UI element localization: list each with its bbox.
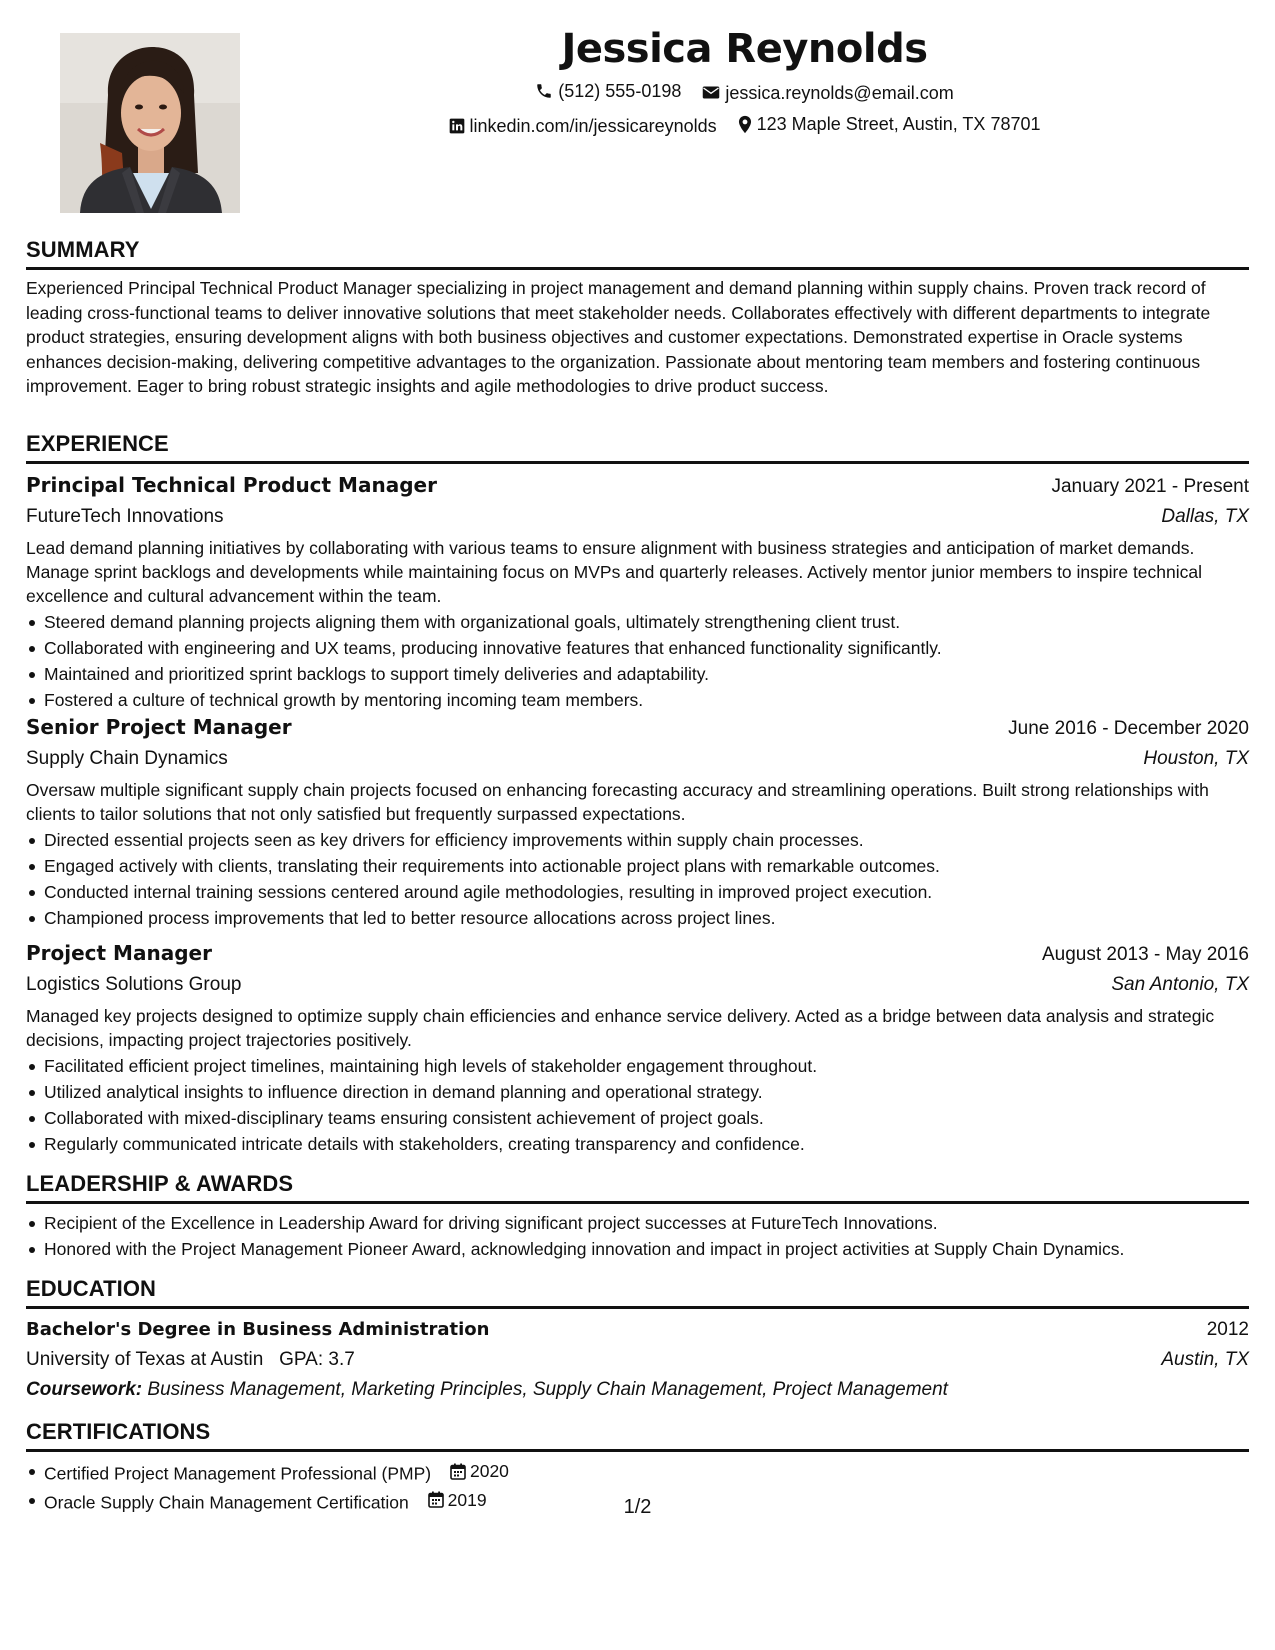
email-text: jessica.reynolds@email.com xyxy=(725,82,954,103)
education-degree: Bachelor's Degree in Business Administration xyxy=(26,1319,490,1340)
header-info xyxy=(240,22,1249,143)
job-sub-row xyxy=(26,970,1249,1000)
linkedin-icon xyxy=(449,118,465,134)
leadership-heading: LEADERSHIP & AWARDS xyxy=(26,1170,1249,1204)
page-number: 1/2 xyxy=(623,1496,652,1518)
list-item: Steered demand planning projects aligning them with organizational goals, ultimately strengthening client trust. xyxy=(26,609,1249,635)
calendar-icon xyxy=(450,1463,466,1480)
job-entry xyxy=(26,470,1249,713)
job-location: San Antonio, TX xyxy=(1111,974,1249,995)
job-company: Logistics Solutions Group xyxy=(26,974,242,995)
summary-text: Experienced Principal Technical Product Manager specializing in project management and demand planning within supply chains. Proven track record of leading cross-functional teams to deliver innovative solutions that meet stakeholder needs. Collaborates effectively with different departments to integrate product strategies, ensuring development aligns with both business objectives and customer expectations. Demonstrated expertise in Oracle systems enhances decision-making, delivering competitive advantages to the organization. Passionate about mentoring team members and fostering continuous improvement. Eager to bring robust strategic insights and agile methodologies to drive product success. xyxy=(26,278,1211,397)
education-section xyxy=(26,1275,1249,1405)
job-description: Lead demand planning initiatives by collaborating with various teams to ensure alignment with business strategies and anticipation of market demands. Manage sprint backlogs and developments while maintaining focus on MVPs and quarterly releases. Actively mentor junior members to inspire technical excellence and cultural advancement within the team. xyxy=(26,538,1203,606)
certifications-heading: CERTIFICATIONS xyxy=(26,1418,1249,1452)
contact-line-1 xyxy=(240,76,1249,109)
education-coursework xyxy=(26,1375,1249,1405)
coursework-label: Coursework: xyxy=(26,1379,143,1400)
profile-photo xyxy=(60,33,240,213)
list-item: Regularly communicated intricate details with stakeholders, creating transparency and confidence. xyxy=(26,1131,1249,1157)
job-location: Houston, TX xyxy=(1143,748,1249,769)
job-title: Senior Project Manager xyxy=(26,715,292,739)
list-item: Fostered a culture of technical growth by mentoring incoming team members. xyxy=(26,687,1249,713)
job-dates: August 2013 - May 2016 xyxy=(1041,944,1249,965)
experience-heading: EXPERIENCE xyxy=(26,430,1249,464)
resume-header xyxy=(26,0,1249,240)
list-item: Collaborated with engineering and UX teams, producing innovative features that enhanced functionality significantly. xyxy=(26,635,1249,661)
leadership-section xyxy=(26,1170,1249,1262)
job-header-row xyxy=(26,712,1249,744)
summary-section xyxy=(26,236,1249,399)
certification-year-text: 2020 xyxy=(469,1461,509,1481)
job-header-row xyxy=(26,938,1249,970)
job-entry xyxy=(26,712,1249,931)
list-item: Recipient of the Excellence in Leadership Award for driving significant project successes at FutureTech Innovations. xyxy=(26,1210,1249,1236)
contact-linkedin xyxy=(449,111,717,141)
summary-heading: SUMMARY xyxy=(26,236,1249,270)
experience-section xyxy=(26,430,1249,713)
job-location: Dallas, TX xyxy=(1161,506,1249,527)
contact-line-2 xyxy=(240,109,1249,143)
job-bullets xyxy=(26,827,1249,931)
certification-year-text: 2019 xyxy=(447,1489,487,1510)
job-dates: June 2016 - December 2020 xyxy=(1008,718,1249,739)
list-item: Conducted internal training sessions centered around agile methodologies, resulting in improved project execution. xyxy=(26,879,1249,905)
list-item: Maintained and prioritized sprint backlogs to support timely deliveries and adaptability. xyxy=(26,661,1249,687)
job-title: Principal Technical Product Manager xyxy=(26,473,437,497)
job-description: Managed key projects designed to optimize supply chain efficiencies and enhance service delivery. Acted as a bridge between data analysis and strategic decisions, impacting project trajectories positively. xyxy=(26,1006,1215,1050)
contact-email xyxy=(702,78,953,108)
list-item xyxy=(26,1458,1249,1487)
linkedin-text: linkedin.com/in/jessicareynolds xyxy=(469,115,717,136)
map-pin-icon xyxy=(738,115,752,134)
job-sub-row xyxy=(26,744,1249,774)
education-heading: EDUCATION xyxy=(26,1275,1249,1309)
address-text: 123 Maple Street, Austin, TX 78701 xyxy=(756,114,1041,134)
education-school: University of Texas at Austin xyxy=(26,1349,264,1370)
education-header-row xyxy=(26,1315,1249,1345)
list-item: Directed essential projects seen as key drivers for efficiency improvements within supply chain processes. xyxy=(26,827,1249,853)
education-gpa: GPA: 3.7 xyxy=(279,1349,355,1370)
certification-name: Certified Project Management Professional (PMP) xyxy=(44,1463,432,1484)
list-item: Honored with the Project Management Pioneer Award, acknowledging innovation and impact in project activities at Supply Chain Dynamics. xyxy=(26,1236,1249,1262)
job-sub-row xyxy=(26,502,1249,532)
candidate-name: Jessica Reynolds xyxy=(561,26,928,72)
job-entry xyxy=(26,938,1249,1157)
job-company: FutureTech Innovations xyxy=(26,506,224,527)
contact-address xyxy=(738,109,1041,139)
job-dates: January 2021 - Present xyxy=(1051,476,1249,497)
list-item: Facilitated efficient project timelines, maintaining high levels of stakeholder engagement throughout. xyxy=(26,1053,1249,1079)
job-bullets xyxy=(26,1053,1249,1157)
education-sub-row xyxy=(26,1345,1249,1375)
job-header-row xyxy=(26,470,1249,502)
education-year: 2012 xyxy=(1206,1319,1249,1340)
job-title: Project Manager xyxy=(26,941,212,965)
envelope-icon xyxy=(702,85,720,100)
job-description: Oversaw multiple significant supply chain projects focused on enhancing forecasting accuracy and streamlining operations. Built strong relationships with clients to tailor solutions that not only satisfied but frequently surpassed expectations. xyxy=(26,780,1209,824)
leadership-bullets xyxy=(26,1210,1249,1262)
list-item: Utilized analytical insights to influence direction in demand planning and operational strategy. xyxy=(26,1079,1249,1105)
list-item: Championed process improvements that led to better resource allocations across project lines. xyxy=(26,905,1249,931)
education-school-line xyxy=(26,1345,355,1375)
list-item: Engaged actively with clients, translating their requirements into actionable project plans with remarkable outcomes. xyxy=(26,853,1249,879)
list-item: Collaborated with mixed-disciplinary teams ensuring consistent achievement of project goals. xyxy=(26,1105,1249,1131)
coursework-text: Business Management, Marketing Principles, Supply Chain Management, Project Management xyxy=(147,1379,948,1400)
certification-name: Oracle Supply Chain Management Certification xyxy=(44,1492,409,1512)
education-location: Austin, TX xyxy=(1161,1349,1249,1370)
phone-icon xyxy=(535,82,553,100)
contact-phone xyxy=(535,76,681,106)
job-company: Supply Chain Dynamics xyxy=(26,748,228,769)
certification-year xyxy=(450,1458,509,1484)
phone-text: (512) 555-0198 xyxy=(558,81,682,101)
job-bullets xyxy=(26,609,1249,713)
